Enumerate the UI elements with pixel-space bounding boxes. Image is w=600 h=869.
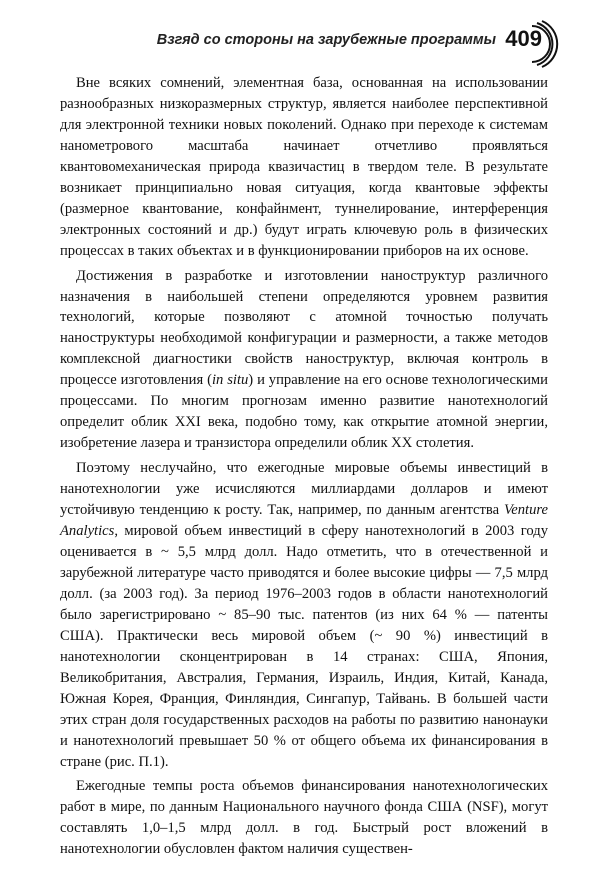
- paragraph-4: Ежегодные темпы роста объемов финансирования нанотехнологических работ в мире, по данным Национального научного фонда США (NSF), могут составлять 1,0–1,5 млрд долл. в год. Быстрый рост вложений в нанотехнологии обусловлен фактом наличия существен-: [60, 778, 548, 858]
- paragraph-2-italic: in situ: [211, 372, 249, 389]
- body-text: [60, 73, 548, 860]
- running-header: [60, 20, 560, 68]
- paragraph-2: [60, 266, 548, 455]
- paragraph-3: [60, 458, 548, 772]
- running-header-title: Взгяд со стороны на зарубежные программы: [156, 32, 496, 48]
- paragraph-3-italic: Venture Analytics: [60, 502, 548, 540]
- paragraph-3-text-b: , мировой объем инвестиций в сферу нанотехнологий в 2003 году оценивается в ~ 5,5 млрд долл. Надо отметить, что в отечественной и зарубежной литературе часто приводятся и более высокие цифры — 7,5 млрд долл. (за 2003 год). За период 1976–2003 годов в области нанотехнологий было зарегистрировано ~ 85–90 тыс. патентов (из них 64 % — патенты США). Практически весь мировой объем (~ 90 %) инвестиций в нанотехнологии сконцентрирован в 14 странах: США, Япония, Великобритания, Австралия, Германия, Израиль, Индия, Китай, Канада, Южная Корея, Франция, Финляндия, Сингапур, Тайвань. В большей части этих стран доля государственных расходов на работы по развитию нанонауки и нанотехнологий превышает 50 % от общего объема их финансирования в стране (рис. П.1).: [60, 523, 548, 770]
- page-number: 409: [505, 26, 542, 51]
- paragraph-2-text-a: Достижения в разработке и изготовлении наноструктур различного назначения в наибольшей степени определяются уровнем развития технологий, которые позволяют с атомной точностью получать наноструктуры необходимой конфигурации и размерности, а также методов комплексной диагностики свойств наноструктур, включая контроль в процессе изготовления (: [60, 267, 548, 389]
- paragraph-1: Вне всяких сомнений, элементная база, основанная на использовании разнообразных низкоразмерных структур, является наиболее перспективной для электронной техники новых поколений. Однако при переходе к системам нанометрового масштаба начинает отчетливо проявляться квантовомеханическая природа квазичастиц в твердом теле. В результате возникает принципиально новая ситуация, когда квантовые эффекты (размерное квантование, конфайнмент, туннелирование, интерференция электронных состояний и др.) будут играть ключевую роль в физических процессах в таких объектах и в функционировании приборов на их основе.: [60, 75, 548, 259]
- page-number-arcs-ornament: [526, 20, 560, 68]
- paragraph-3-text-a: Поэтому неслучайно, что ежегодные мировые объемы инвестиций в нанотехнологии уже исчисляются миллиардами долларов и имеют устойчивую тенденцию к росту. Так, например, по данным агентства: [60, 460, 548, 519]
- paragraph-2-text-b: ) и управление на его основе технологическими процессами. По многим прогнозам именно развитие нанотехнологий определит облик XXI века, подобно тому, как открытие атомной энергии, изобретение лазера и транзистора определили облик XX столетия.: [60, 372, 548, 452]
